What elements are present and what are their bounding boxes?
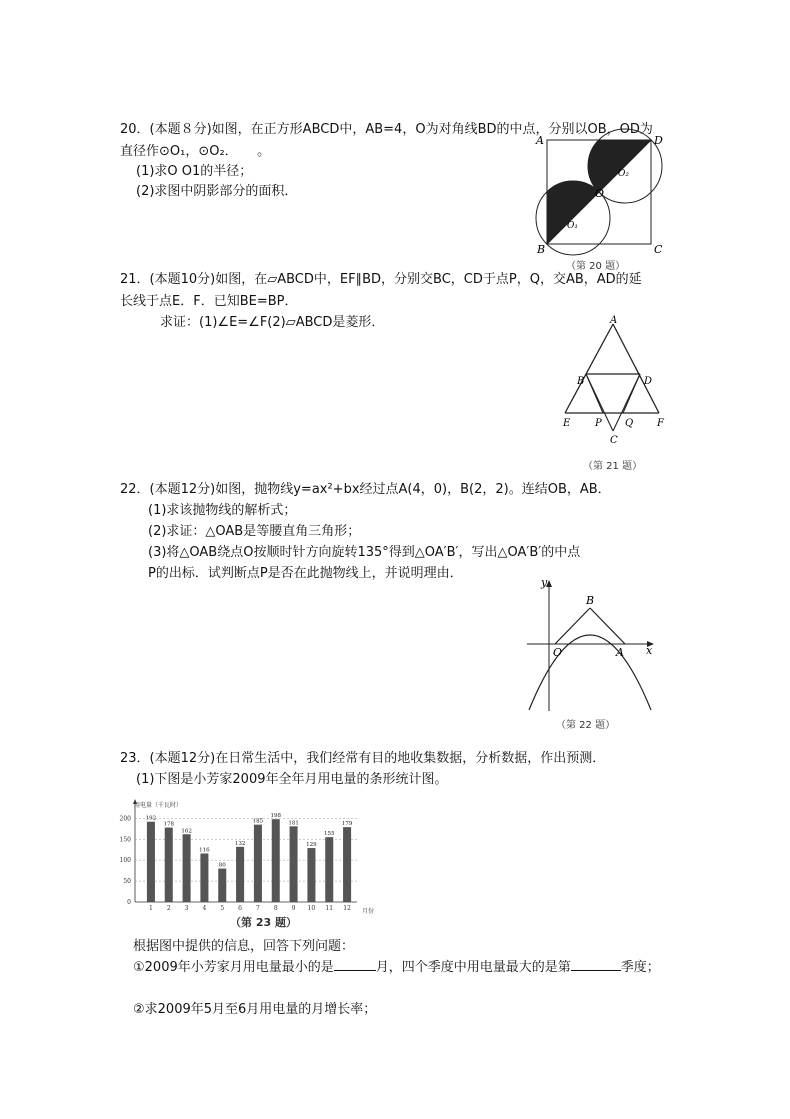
chart-xtick-label: 12 xyxy=(343,905,351,912)
label-C: C xyxy=(654,243,663,256)
q21-caption: （第 21 题） xyxy=(583,461,643,472)
q21-line3: 求证：(1)∠E=∠F(2)▱ABCD是菱形． xyxy=(160,315,385,330)
chart-data-label: 155 xyxy=(324,831,335,838)
label-E: E xyxy=(563,418,571,429)
segment-ab xyxy=(590,608,625,644)
parabola xyxy=(529,635,651,710)
chart-bar xyxy=(147,822,155,902)
chart-xtick-label: 5 xyxy=(220,905,225,912)
chart-xtick-label: 4 xyxy=(202,905,207,912)
q21-line1: 21．(本题10分)如图，在▱ABCD中，EF∥BD，分别交BC，CD于点P，Q，交AB，AD的延 xyxy=(120,272,642,287)
label-O: O xyxy=(553,646,563,659)
label-F: F xyxy=(657,418,664,429)
q21-line2: 长线于点E．F．已知BE=BP． xyxy=(120,294,298,309)
q23-a1-mid: 月，四个季度中用电量最大的是第 xyxy=(375,960,571,975)
q23-answer1 xyxy=(133,958,660,977)
chart-bar xyxy=(183,834,191,902)
q23-answer2: ②求2009年5月至6月用电量的月增长率； xyxy=(133,1002,377,1017)
chart-ylabel: 用电量（千瓦时） xyxy=(134,802,183,809)
chart-data-label: 178 xyxy=(163,821,174,828)
chart-xlabel: 月份 xyxy=(362,908,375,915)
label-A: A xyxy=(616,646,624,659)
q22-caption: （第 22 题） xyxy=(556,720,616,731)
chart-bar xyxy=(165,828,173,902)
label-A: A xyxy=(610,315,618,326)
q23-sub1: (1)下图是小芳家2009年全年月用电量的条形统计图。 xyxy=(136,772,448,787)
label-C: C xyxy=(610,435,618,446)
label-B: B xyxy=(537,243,546,256)
q23-a1-end: 季度； xyxy=(620,960,660,975)
q23-intro: 根据图中提供的信息，回答下列问题： xyxy=(133,939,355,954)
chart-data-label: 129 xyxy=(306,842,317,849)
chart-xtick-label: 2 xyxy=(166,905,171,912)
segment-ob xyxy=(555,608,590,644)
q21-figure xyxy=(555,312,675,457)
q20-sub2: (2)求图中阴影部分的面积． xyxy=(136,184,298,199)
chart-ytick-label: 200 xyxy=(119,815,131,823)
chart-bar xyxy=(307,848,315,902)
label-D: D xyxy=(644,376,653,387)
chart-xtick-label: 7 xyxy=(256,905,260,912)
label-B: B xyxy=(577,376,585,387)
chart-xtick-label: 3 xyxy=(184,905,189,912)
chart-bar xyxy=(325,837,333,902)
chart-bar xyxy=(272,819,280,902)
chart-data-label: 181 xyxy=(288,820,299,827)
chart-data-label: 116 xyxy=(199,847,210,854)
label-x: x xyxy=(646,644,653,657)
chart-bar xyxy=(200,853,208,902)
q20-line1: 20．(本题８分)如图，在正方形ABCD中，AB=4，O为对角线BD的中点，分别以OB，OD为 xyxy=(120,122,653,137)
chart-bar xyxy=(218,869,226,902)
chart-xtick-label: 1 xyxy=(149,905,153,912)
chart-data-label: 162 xyxy=(181,828,192,835)
q20-line2: 直径作⊙O₁，⊙O₂． 。 xyxy=(120,144,271,159)
q22-sub1: (1)求该抛物线的解析式； xyxy=(148,503,297,518)
chart-xtick-label: 11 xyxy=(325,905,334,912)
label-D: D xyxy=(654,134,663,147)
chart-bars xyxy=(146,813,353,902)
chart-ytick-label: 100 xyxy=(119,857,131,865)
chart-xtick-label: 8 xyxy=(273,905,278,912)
chart-data-label: 198 xyxy=(270,813,281,820)
chart-bar xyxy=(343,827,351,902)
label-O2: O₂ xyxy=(618,169,629,179)
q22-sub2: (2)求证：△OAB是等腰直角三角形； xyxy=(148,524,361,539)
q23-a1-pre: ①2009年小芳家月用电量最小的是 xyxy=(133,960,334,975)
q22-line1: 22．(本题12分)如图，抛物线y=ax²+bx经过点A(4，0)，B(2，2)。连结OB，AB． xyxy=(120,482,611,497)
chart-data-label: 132 xyxy=(234,840,246,847)
chart-data-label: 185 xyxy=(252,818,264,825)
chart-data-label: 179 xyxy=(341,821,353,828)
chart-xtick-label: 9 xyxy=(291,905,296,912)
chart-bar xyxy=(290,826,298,902)
label-A: A xyxy=(536,134,544,147)
q22-figure xyxy=(522,576,662,716)
label-P: P xyxy=(595,418,602,429)
label-O1: O₁ xyxy=(567,221,578,231)
q22-sub3: (3)将△OAB绕点O按顺时针方向旋转135°得到△OA′B′，写出△OA′B′的中点 xyxy=(148,545,581,560)
q20-sub1: (1)求O O1的半径； xyxy=(136,164,253,179)
chart-ytick-label: 50 xyxy=(123,878,131,886)
q20-caption: （第 20 题） xyxy=(566,261,626,272)
chart-bar xyxy=(236,847,244,902)
blank-month[interactable] xyxy=(334,958,376,971)
chart-data-label: 80 xyxy=(218,862,226,869)
q20-figure xyxy=(530,132,663,257)
label-y: y xyxy=(541,576,548,589)
chart-ytick-label: 0 xyxy=(127,899,131,906)
chart-bar xyxy=(254,825,262,902)
label-Q: Q xyxy=(625,418,634,429)
chart-xtick-label: 6 xyxy=(238,905,242,912)
q23-caption: （第 23 题） xyxy=(230,916,297,929)
q23-line1: 23．(本题12分)在日常生活中，我们经常有目的地收集数据，分析数据，作出预测． xyxy=(120,751,606,766)
chart-xtick-label: 10 xyxy=(307,905,316,912)
q22-sub3b: P的出标．试判断点P是否在此抛物线上，并说明理由． xyxy=(148,566,463,581)
q23-bar-chart xyxy=(115,796,380,931)
chart-data-label: 192 xyxy=(145,815,157,822)
label-B: B xyxy=(586,594,595,607)
chart-ytick-label: 150 xyxy=(119,836,131,844)
label-O: O xyxy=(595,187,605,200)
blank-quarter[interactable] xyxy=(571,958,621,971)
